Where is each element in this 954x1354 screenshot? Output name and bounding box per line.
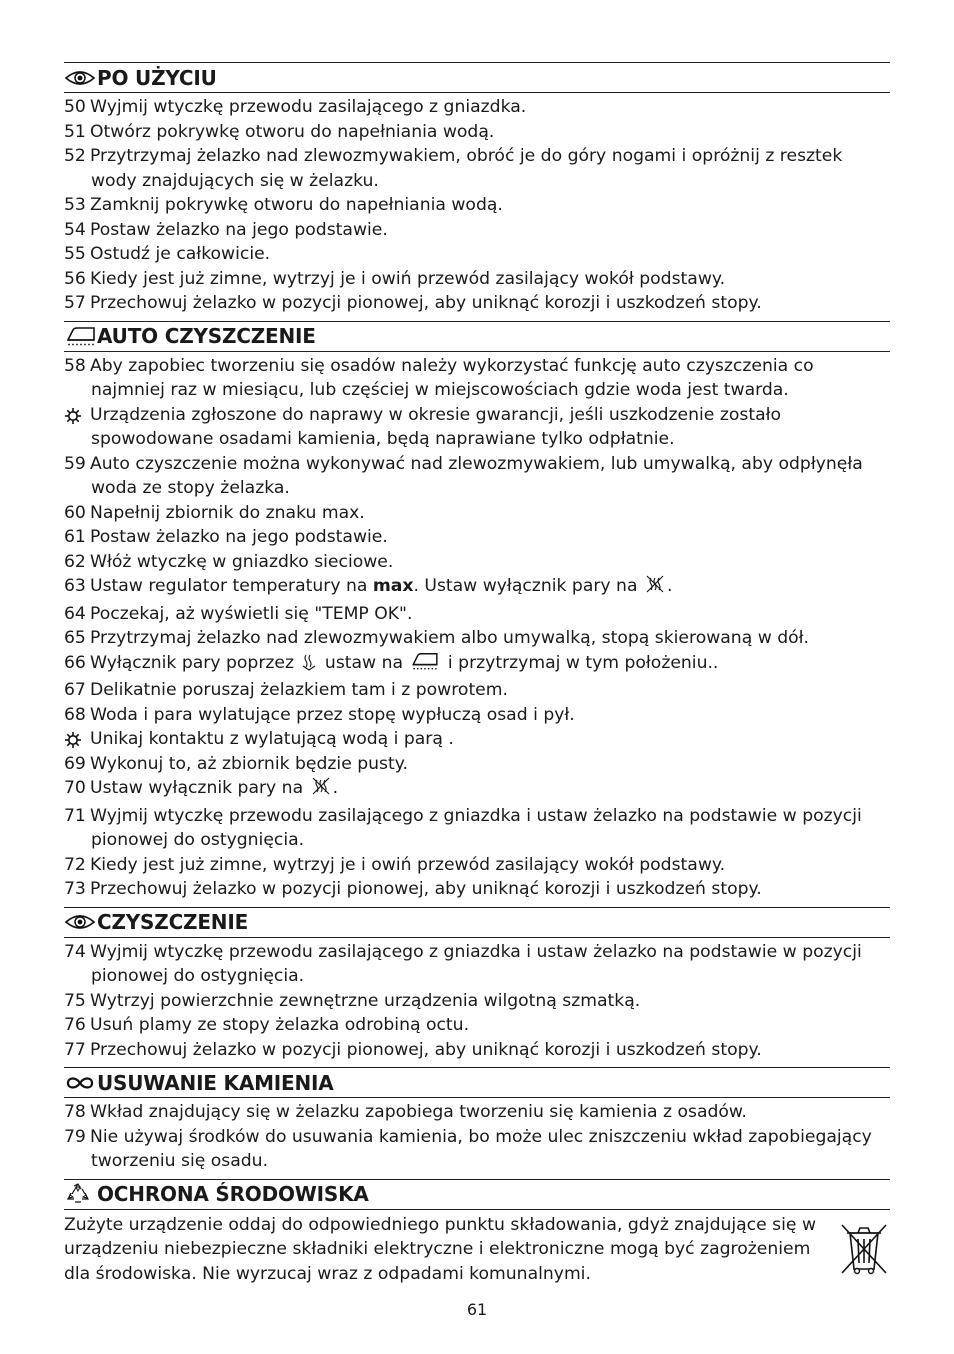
text-part: . [666, 576, 673, 596]
item-number: 69 [64, 753, 86, 774]
section-header [64, 62, 890, 93]
item-text [90, 193, 890, 218]
list-item [64, 144, 890, 193]
text-line: spowodowane osadami kamienia, będą naprawiane tylko odpłatnie. [91, 429, 675, 449]
list-item [64, 574, 890, 602]
list-item [64, 853, 890, 878]
text-line: dla środowiska. Nie wyrzucaj wraz z odpadami komunalnymi. [64, 1263, 591, 1284]
item-text [90, 144, 890, 193]
list-item [64, 218, 890, 243]
item-text [90, 703, 890, 728]
text-line: Unikaj kontaktu z wylatującą wodą i parą . [90, 729, 454, 749]
text-line: Zamknij pokrywkę otworu do napełniania wodą. [90, 195, 503, 215]
item-text [90, 776, 890, 804]
text-line: Postaw żelazko na jego podstawie. [90, 527, 388, 547]
item-number: 52 [64, 146, 86, 166]
text-line: Przechowuj żelazko w pozycji pionowej, aby uniknąć korozji i uszkodzeń stopy. [90, 1039, 762, 1060]
item-number: 56 [64, 268, 86, 289]
list-item [64, 651, 890, 679]
item-number: 60 [64, 502, 86, 523]
item-number: 66 [64, 652, 86, 673]
infinity-icon [65, 1072, 97, 1094]
item-number: 68 [64, 704, 86, 725]
text-line: Napełnij zbiornik do znaku max. [90, 502, 365, 523]
eye-icon [65, 67, 97, 89]
list-item [64, 95, 890, 120]
item-number: 59 [64, 453, 86, 474]
list-item [64, 525, 890, 550]
text-part: . [332, 778, 339, 798]
instruction-list [64, 354, 890, 902]
instruction-list [64, 95, 890, 316]
item-text [90, 989, 890, 1014]
text-line: Wyjmij wtyczkę przewodu zasilającego z gniazdka i ustaw żelazko na podstawie w pozycji [90, 941, 862, 962]
text-line: najmniej raz w miesiącu, lub częściej w miejscowościach gdzie woda jest twarda. [91, 380, 789, 400]
section-title: AUTO CZYSZCZENIE [97, 324, 316, 348]
item-number: 70 [64, 778, 86, 798]
list-item [64, 776, 890, 804]
item-text [90, 550, 890, 575]
text-part: Ustaw wyłącznik pary na [90, 778, 309, 798]
text-part: i przytrzymaj w tym położeniu.. [442, 652, 719, 673]
item-text [90, 626, 890, 651]
item-number: 67 [64, 680, 86, 700]
crossed-bin-icon [830, 1213, 890, 1287]
list-item [64, 354, 890, 403]
text-line: Przytrzymaj żelazko nad zlewozmywakiem, obróć je do góry nogami i opróżnij z resztek [90, 146, 843, 166]
text-line: Kiedy jest już zimne, wytrzyj je i owiń przewód zasilający wokół podstawy. [90, 268, 726, 289]
item-number: 63 [64, 576, 86, 596]
item-text [90, 651, 890, 679]
no-steam-icon [645, 574, 665, 602]
text-line: Urządzenia zgłoszone do naprawy w okresie gwarancji, jeśli uszkodzenie zostało [90, 404, 781, 425]
list-item [64, 291, 890, 316]
eye-icon [65, 911, 97, 933]
list-item [64, 1125, 890, 1174]
item-text [90, 1125, 890, 1174]
list-item [64, 1100, 890, 1125]
text-line: Zużyte urządzenie oddaj do odpowiedniego punktu składowania, gdyż znajdujące się w [64, 1214, 816, 1235]
item-text [90, 574, 890, 602]
list-item [64, 703, 890, 728]
text-part: ustaw na [319, 652, 409, 673]
item-text [90, 602, 890, 627]
list-item [64, 193, 890, 218]
text-line: Ostudź je całkowicie. [90, 244, 271, 264]
section-title: CZYSZCZENIE [97, 910, 249, 934]
section-title: USUWANIE KAMIENIA [97, 1070, 334, 1095]
section-header [64, 907, 890, 938]
item-text [90, 1100, 890, 1125]
list-item [64, 940, 890, 989]
item-number: 53 [64, 195, 86, 215]
item-number: 54 [64, 219, 86, 240]
item-text [90, 853, 890, 878]
item-text [90, 752, 890, 777]
text-line: Wyjmij wtyczkę przewodu zasilającego z gniazdka i ustaw żelazko na podstawie w pozycji [90, 805, 862, 826]
item-text [90, 877, 890, 902]
list-item [64, 626, 890, 651]
section-title: OCHRONA ŚRODOWISKA [97, 1182, 369, 1206]
bold-text: max [372, 576, 414, 596]
item-text [90, 501, 890, 526]
text-line: Otwórz pokrywkę otworu do napełniania wodą. [90, 121, 495, 142]
no-steam-icon [311, 776, 331, 804]
item-text [90, 940, 890, 989]
item-number: 71 [64, 805, 86, 826]
item-number: 74 [64, 941, 86, 962]
warning-icon [64, 403, 90, 452]
list-item [64, 602, 890, 627]
item-number: 76 [64, 1015, 86, 1035]
page-number: 61 [466, 1300, 488, 1319]
list-item [64, 727, 890, 752]
list-item [64, 1038, 890, 1063]
text-line: Przechowuj żelazko w pozycji pionowej, aby uniknąć korozji i uszkodzeń stopy. [90, 293, 762, 313]
text-line: wody znajdujących się w żelazku. [91, 170, 379, 191]
item-text [90, 1013, 890, 1038]
text-line: Przytrzymaj żelazko nad zlewozmywakiem albo umywalką, stopą skierowaną w dół. [90, 628, 809, 648]
text-line: urządzeniu niebezpieczne składniki elektryczne i elektroniczne mogą być zagrożeniem [64, 1239, 811, 1259]
paragraph-text [64, 1213, 824, 1287]
item-number: 78 [64, 1102, 86, 1122]
warning-icon [64, 727, 90, 752]
text-line: tworzeniu się osadu. [91, 1151, 269, 1171]
instruction-list [64, 1100, 890, 1174]
item-text [90, 678, 890, 703]
list-item [64, 403, 890, 452]
item-number: 79 [64, 1126, 86, 1147]
steam-switch-icon [301, 653, 317, 679]
item-text [90, 218, 890, 243]
document-page [64, 62, 890, 1286]
item-text [90, 403, 890, 452]
text-line: Kiedy jest już zimne, wytrzyj je i owiń przewód zasilający wokół podstawy. [90, 854, 726, 875]
list-item [64, 550, 890, 575]
text-line: Wykonuj to, aż zbiornik będzie pusty. [90, 753, 408, 774]
list-item [64, 752, 890, 777]
text-line: Aby zapobiec tworzeniu się osadów należy wykorzystać funkcję auto czyszczenia co [90, 355, 814, 376]
text-line: Wkład znajdujący się w żelazku zapobiega tworzeniu się kamienia z osadów. [90, 1102, 747, 1122]
section-header [64, 321, 890, 352]
list-item [64, 678, 890, 703]
text-line: Delikatnie poruszaj żelazkiem tam i z powrotem. [90, 680, 508, 700]
text-part: Wyłącznik pary poprzez [90, 652, 300, 673]
item-number: 55 [64, 244, 86, 264]
item-text [90, 1038, 890, 1063]
text-line: Usuń plamy ze stopy żelazka odrobiną octu. [90, 1015, 470, 1035]
list-item [64, 501, 890, 526]
item-text [90, 267, 890, 292]
instruction-list [64, 940, 890, 1063]
list-item [64, 989, 890, 1014]
item-text [90, 354, 890, 403]
text-part: Ustaw regulator temperatury na [90, 576, 373, 596]
recycle-icon [65, 1183, 97, 1205]
list-item [64, 877, 890, 902]
item-number: 57 [64, 293, 86, 313]
text-line: Nie używaj środków do usuwania kamienia, bo może ulec zniszczeniu wkład zapobiegający [90, 1126, 872, 1147]
text-part: . Ustaw wyłącznik pary na [413, 576, 643, 596]
item-number: 72 [64, 854, 86, 875]
section-title: PO UŻYCIU [97, 65, 217, 90]
self-clean-icon [410, 651, 440, 679]
list-item [64, 242, 890, 267]
list-item [64, 804, 890, 853]
text-line: Przechowuj żelazko w pozycji pionowej, aby uniknąć korozji i uszkodzeń stopy. [90, 879, 762, 899]
section-header [64, 1067, 890, 1098]
item-text [90, 291, 890, 316]
item-text [90, 452, 890, 501]
item-text [90, 525, 890, 550]
item-number: 73 [64, 879, 86, 899]
text-line: Włóż wtyczkę w gniazdko sieciowe. [90, 551, 394, 572]
item-number: 50 [64, 97, 86, 117]
text-line: pionowej do ostygnięcia. [91, 966, 305, 986]
item-number: 62 [64, 551, 86, 572]
text-line: Wyjmij wtyczkę przewodu zasilającego z gniazdka. [90, 97, 527, 117]
item-number: 75 [64, 990, 86, 1011]
text-line: Auto czyszczenie można wykonywać nad zlewozmywakiem, lub umywalką, aby odpłynęła [90, 453, 863, 474]
iron-selfclean-icon [65, 325, 97, 347]
item-number: 77 [64, 1039, 86, 1060]
item-number: 65 [64, 628, 86, 648]
environment-paragraph [64, 1213, 890, 1287]
list-item [64, 452, 890, 501]
item-number: 64 [64, 603, 86, 624]
item-text [90, 804, 890, 853]
item-number: 61 [64, 527, 86, 547]
text-line: woda ze stopy żelazka. [91, 478, 290, 498]
item-number: 51 [64, 121, 86, 142]
text-line: Postaw żelazko na jego podstawie. [90, 219, 388, 240]
text-line: Woda i para wylatujące przez stopę wypłuczą osad i pył. [90, 704, 575, 725]
item-text [90, 727, 890, 752]
list-item [64, 267, 890, 292]
section-header [64, 1179, 890, 1210]
list-item [64, 120, 890, 145]
text-line: pionowej do ostygnięcia. [91, 830, 305, 850]
text-line: Poczekaj, aż wyświetli się "TEMP OK". [90, 603, 413, 624]
text-line: Wytrzyj powierzchnie zewnętrzne urządzenia wilgotną szmatką. [90, 990, 641, 1011]
list-item [64, 1013, 890, 1038]
item-number: 58 [64, 355, 86, 376]
item-text [90, 95, 890, 120]
item-text [90, 120, 890, 145]
item-text [90, 242, 890, 267]
